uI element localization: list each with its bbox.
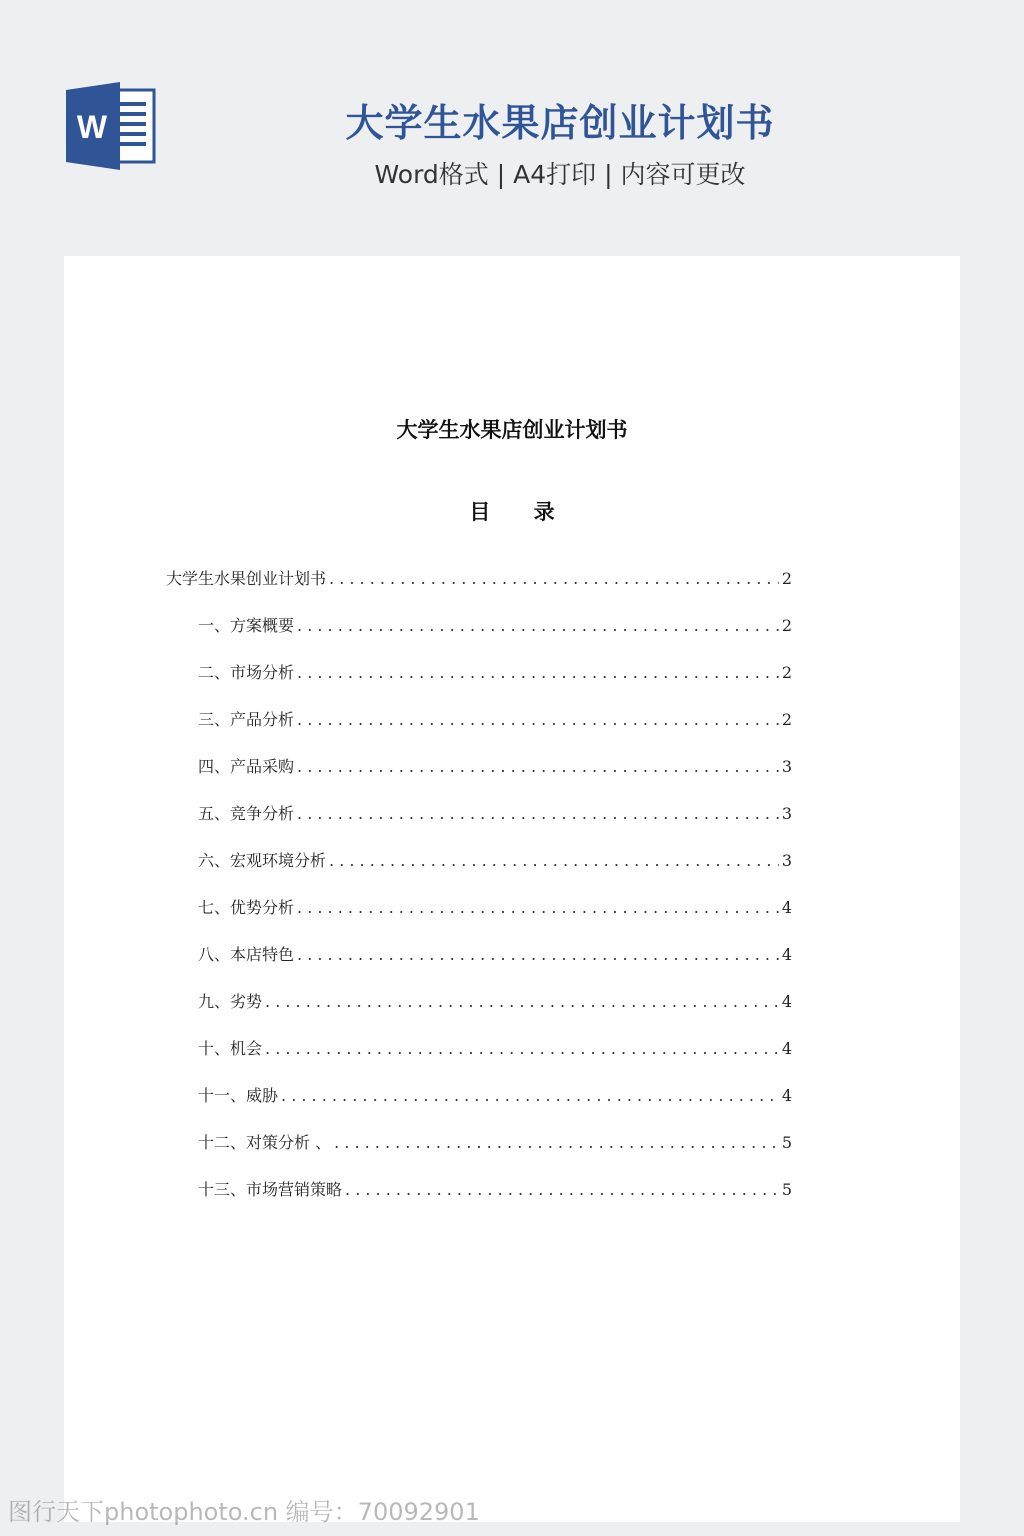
toc-entry-label: 二、市场分析 <box>198 663 295 682</box>
toc-entry-page: 2 <box>781 663 792 682</box>
toc-entry-page: 3 <box>781 757 792 776</box>
toc-entry-label: 十、机会 <box>198 1039 263 1058</box>
toc-entry[interactable] <box>198 707 792 733</box>
toc-entry-label: 八、本店特色 <box>198 945 295 964</box>
toc-entry[interactable] <box>198 848 792 874</box>
toc-entry-label: 四、产品采购 <box>198 757 295 776</box>
toc-entry-page: 3 <box>781 851 792 870</box>
toc-entry-page: 5 <box>781 1180 792 1199</box>
toc-entry[interactable] <box>198 801 792 827</box>
toc-entry[interactable] <box>198 1083 792 1109</box>
toc-entry-page: 4 <box>781 992 792 1011</box>
toc-entry-label: 九、劣势 <box>198 992 263 1011</box>
toc-dot-leader <box>297 616 779 635</box>
svg-text:W: W <box>76 109 108 145</box>
toc-entry[interactable] <box>198 1036 792 1062</box>
toc-entry-page: 5 <box>781 1133 792 1152</box>
document-page <box>64 256 960 1522</box>
toc-entry-label: 六、宏观环境分析 <box>198 851 327 870</box>
toc-dot-leader <box>297 757 779 776</box>
toc-entry-label: 七、优势分析 <box>198 898 295 917</box>
toc-entry[interactable] <box>198 754 792 780</box>
toc-entry-label: 十三、市场营销策略 <box>198 1180 343 1199</box>
toc-dot-leader <box>329 569 779 588</box>
toc-entry-page: 2 <box>781 569 792 588</box>
toc-entry-label: 一、方案概要 <box>198 616 295 635</box>
toc-dot-leader <box>265 992 779 1011</box>
toc-dot-leader <box>297 663 779 682</box>
toc-entry-page: 4 <box>781 1039 792 1058</box>
toc-entry-page: 4 <box>781 945 792 964</box>
toc-entry-page: 2 <box>781 616 792 635</box>
watermark: 图行天下photophoto.cn 编号：70092901 <box>8 1498 480 1526</box>
toc-entry[interactable] <box>198 1130 792 1156</box>
toc-entry[interactable] <box>198 660 792 686</box>
toc-dot-leader <box>297 804 779 823</box>
toc-dot-leader <box>329 851 779 870</box>
toc-entry-page: 4 <box>781 898 792 917</box>
toc-entry-label: 大学生水果创业计划书 <box>166 569 327 588</box>
toc-entry-label: 五、竞争分析 <box>198 804 295 823</box>
toc-entry[interactable] <box>198 895 792 921</box>
toc-dot-leader <box>281 1086 779 1105</box>
toc-entry[interactable] <box>166 566 792 592</box>
toc-dot-leader <box>265 1039 779 1058</box>
toc-entry[interactable] <box>198 1177 792 1203</box>
toc-entry[interactable] <box>198 613 792 639</box>
toc-dot-leader <box>297 898 779 917</box>
toc-dot-leader <box>297 945 779 964</box>
page-subtitle: Word格式 | A4打印 | 内容可更改 <box>374 160 746 189</box>
toc-heading: 目 录 <box>469 500 573 524</box>
page-title: 大学生水果店创业计划书 <box>345 101 775 145</box>
word-icon <box>66 82 156 170</box>
toc-entry-label: 十二、对策分析 、 <box>198 1133 332 1152</box>
toc-entry[interactable] <box>198 942 792 968</box>
toc-entry-label: 三、产品分析 <box>198 710 295 729</box>
toc-dot-leader <box>334 1133 779 1152</box>
toc-dot-leader <box>345 1180 779 1199</box>
toc-entry-page: 2 <box>781 710 792 729</box>
document-title: 大学生水果店创业计划书 <box>396 418 628 442</box>
toc-entry-page: 3 <box>781 804 792 823</box>
toc-entry-page: 4 <box>781 1086 792 1105</box>
toc-entry-label: 十一、威胁 <box>198 1086 279 1105</box>
toc-dot-leader <box>297 710 779 729</box>
toc-entry[interactable] <box>198 989 792 1015</box>
